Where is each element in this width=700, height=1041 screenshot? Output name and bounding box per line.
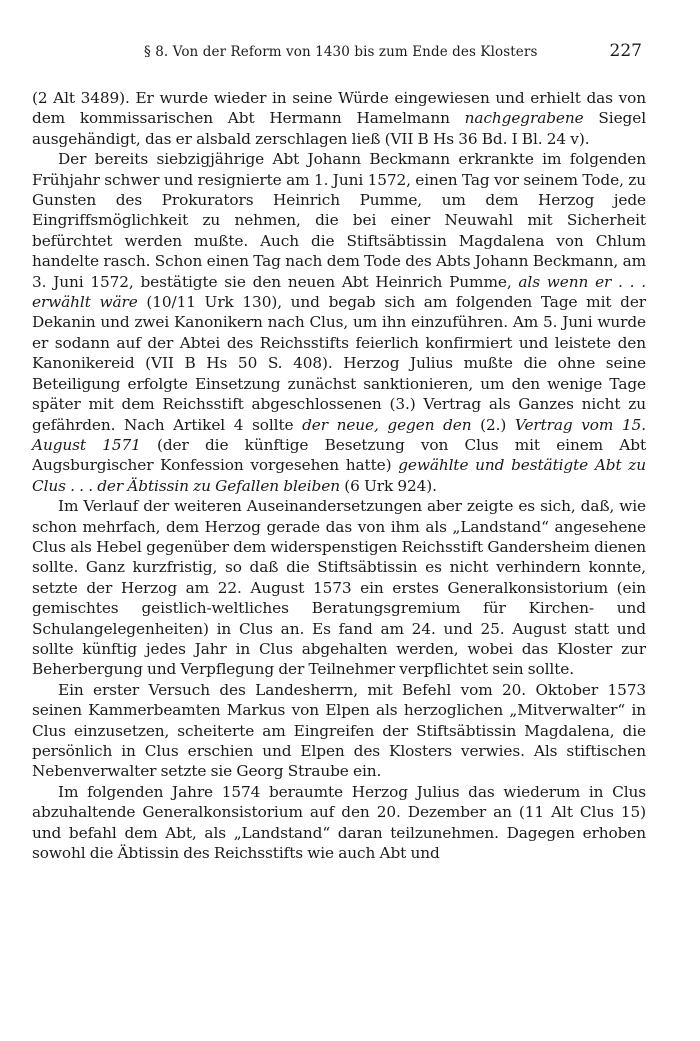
italic-text-segment: als wenn er . . . erwählt wäre <box>32 272 646 312</box>
text-segment: (10/11 Urk 130), und begab sich am folgenden Tage mit der Dekanin und zwei Kanonikern nach Clus, um ihn einzuführen. Am 5. Juni wurde er sodann auf der Abtei des Reichsstifts feierlich konfirmiert und leistete den Kanonikereid (VII B Hs 50 S. 408). Herzog Julius mußte die ohne seine Beteiligung erfolgte Einsetzung zunächst sanktionieren, um den wenige Tage später mit dem Reichsstift abgeschlossenen (3.) Vertrag als Ganzes nicht zu gefährden. Nach Artikel 4 sollte <box>32 293 646 434</box>
text-segment: Siegel ausgehändigt, das er alsbald zerschlagen ließ (VII B Hs 36 Bd. I Bl. 24 v). <box>32 109 646 148</box>
italic-text-segment: der neue, gegen den <box>302 415 472 434</box>
italic-text-segment: gewählte und bestätigte Abt zu Clus . . . der Äbtissin zu Gefallen bleiben <box>32 456 646 495</box>
text-segment: (der die künftige Besetzung von Clus mit einem Abt Augsburgischer Konfession vorgesehen hatte) <box>32 435 646 475</box>
italic-text-segment: Vertrag vom 15. August 1571 <box>32 415 646 454</box>
text-segment: Ein erster Versuch des Landesherrn, mit Befehl vom 20. Oktober 1573 seinen Kammerbeamten Markus von Elpen als herzoglichen „Mitverwalter“ in Clus einzusetzen, scheiterte am Eingreifen der Stiftsäbtissin Magdalena, die persönlich in Clus erschien und Elpen des Klosters verwies. Als stiftischen Nebenverwalter setzte sie Georg Straube ein. <box>32 680 646 781</box>
text-segment: Im Verlauf der weiteren Auseinandersetzungen aber zeigte es sich, daß, wie schon mehrfach, dem Herzog gerade das von ihm als „Landstand“ angesehene Clus als Hebel gegenüber dem widerspenstigen Reichsstift Gandersheim dienen sollte. Ganz kurzfristig, so daß die Stiftsäbtissin es nicht verhindern konnte, setzte der Herzog am 22. August 1573 ein erstes Generalkonsistorium (ein gemischtes geistlich-weltliches Beratungsgremium für Kirchen- und Schulangelegenheiten) in Clus an. Es fand am 24. und 25. August statt und sollte künftig jedes Jahr in Clus abgehalten werden, wobei das Kloster zur Beherbergung und Verpflegung der Teilnehmer verpflichtet sein sollte. <box>32 497 646 679</box>
text-segment: Der bereits siebzigjährige Abt Johann Beckmann erkrankte im folgenden Frühjahr schwer und resignierte am 1. Juni 1572, einen Tag vor seinem Tode, zu Gunsten des Prokurators Heinrich Pumme, um dem Herzog jede Eingriffsmöglichkeit zu nehmen, die bei einer Neuwahl mit Sicherheit befürchtet werden mußte. Auch die Stiftsäbtissin Magdalena von Chlum handelte rasch. Schon einen Tag nach dem Tode des Abts Johann Beckmann, am 3. Juni 1572, bestätigte sie den neuen Abt Heinrich Pumme, <box>32 150 646 291</box>
text-segment: (2.) <box>471 415 515 434</box>
paragraph <box>32 88 646 149</box>
paragraph <box>32 149 646 496</box>
document-page <box>32 40 646 863</box>
paragraph <box>32 680 646 782</box>
italic-text-segment: nachgegrabene <box>464 109 584 128</box>
text-segment: Im folgenden Jahre 1574 beraumte Herzog Julius das wiederum in Clus abzuhaltende Generalkonsistorium auf den 20. Dezember an (11 Alt Clus 15) und befahl dem Abt, als „Landstand“ daran teilzunehmen. Dagegen erhoben sowohl die Äbtissin des Reichsstifts wie auch Abt und <box>32 782 646 863</box>
text-segment: (6 Urk 924). <box>339 476 437 495</box>
running-title: § 8. Von der Reform von 1430 bis zum Ende des Klosters <box>144 44 538 60</box>
page-number: 227 <box>609 41 642 61</box>
body-text <box>32 88 646 863</box>
text-segment: (2 Alt 3489). Er wurde wieder in seine Würde eingewiesen und erhielt das von dem kommissarischen Abt Hermann Hamelmann <box>32 89 646 128</box>
running-head <box>32 40 646 64</box>
paragraph <box>32 782 646 864</box>
paragraph <box>32 496 646 680</box>
